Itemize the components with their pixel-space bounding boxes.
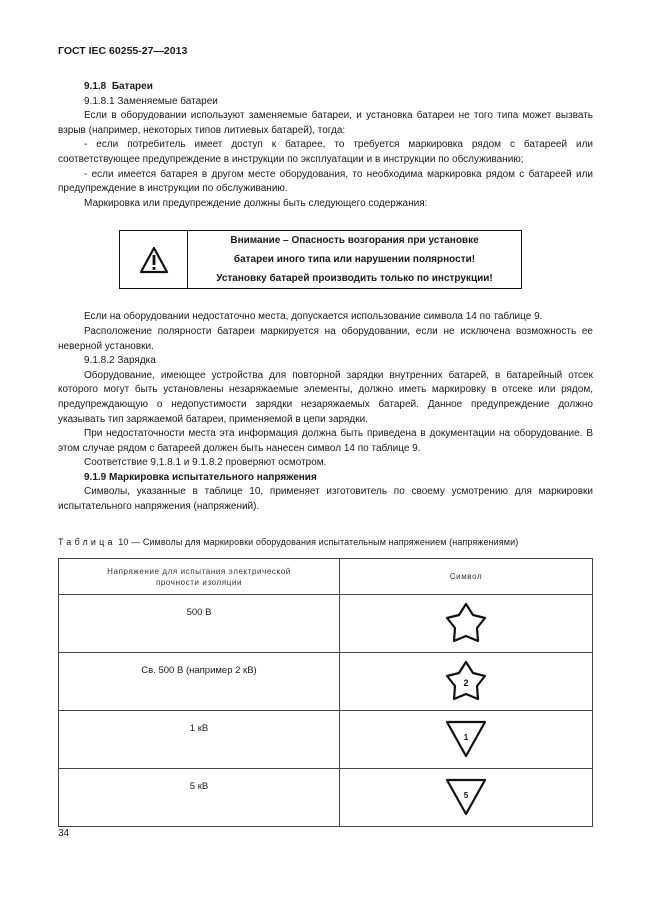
- warning-text: [188, 231, 521, 288]
- paragraph: Соответствие 9.1.8.1 и 9.1.8.2 проверяют осмотром.: [84, 457, 327, 469]
- column-header-voltage: Напряжение для испытания электрической прочности изоляции: [59, 559, 340, 595]
- paragraph: Символы, указанные в таблице 10, применяет изготовитель по своему усмотрению для маркировки испытательного напряжения (напряжений).: [58, 486, 593, 513]
- symbol-number: 1: [463, 732, 469, 742]
- warning-line: батареи иного типа или нарушении полярности!: [233, 254, 476, 266]
- warning-triangle-icon: [120, 231, 188, 288]
- paragraph: Оборудование, имеющее устройства для повторной зарядки внутренних батарей, в батарейный отсек которого могут быть установлены незаряжаемые элементы, должно иметь маркировку в отсеке или рядом, предупреждающую о недопустимости зарядки незаряжаемых батарей. Данное предупреждение должно указывать тип заряжаемой батареи, применяемой в цепи зарядки.: [58, 369, 593, 425]
- symbols-table: [58, 558, 593, 827]
- paragraph: - если имеется батарея в другом месте оборудования, то необходима маркировка рядом с батареей или предупреждение в инструкции по обслуживанию.: [58, 168, 593, 195]
- subsection-heading-charging: 9.1.8.2 Зарядка: [84, 355, 156, 367]
- symbol-cell: [340, 595, 593, 653]
- symbol-cell: [340, 769, 593, 827]
- triangle-symbol-1-icon: [444, 718, 488, 760]
- page-number: 34: [58, 828, 70, 839]
- table-caption: Таблица 10 — Символы для маркировки оборудования испытательным напряжением (напряжениями): [58, 537, 519, 547]
- paragraph: При недостаточности места эта информация должна быть приведена в документации на оборудование. В этом случае рядом с батареей должен быть нанесен символ 14 по таблице 9.: [58, 428, 593, 454]
- triangle-symbol-5-icon: [444, 776, 488, 818]
- table-row: [59, 595, 593, 653]
- warning-line: Внимание – Опасность возгорания при установке: [230, 235, 479, 247]
- paragraph: Расположение полярности батареи маркируется на оборудовании, если не исключена возможность ее неверной установки.: [58, 325, 593, 352]
- star-symbol-icon: [444, 602, 488, 644]
- table-row: [59, 711, 593, 769]
- voltage-cell: 500 В: [59, 595, 340, 653]
- section-heading: 9.1.8 Батареи: [84, 81, 153, 92]
- paragraph: Если на оборудовании недостаточно места, допускается использование символа 14 по таблице 9.: [84, 311, 543, 323]
- symbol-number: 5: [463, 790, 469, 800]
- symbol-cell: [340, 653, 593, 711]
- paragraph: Если в оборудовании используют заменяемые батареи, и установка батареи не того типа может вызвать взрыв (например, некоторых типов литиевых батарей), тогда:: [58, 110, 593, 136]
- document-body: [58, 80, 593, 515]
- voltage-cell: 1 кВ: [59, 711, 340, 769]
- section-heading: 9.1.9 Маркировка испытательного напряжения: [84, 471, 317, 483]
- symbol-cell: [340, 711, 593, 769]
- star-symbol-2-icon: [444, 660, 488, 702]
- symbol-number: 2: [463, 677, 469, 688]
- warning-box: [119, 230, 522, 289]
- table-header-row: [59, 559, 593, 595]
- table-row: [59, 653, 593, 711]
- voltage-cell: Св. 500 В (например 2 кВ): [59, 653, 340, 711]
- document-header: ГОСТ IEC 60255-27—2013: [58, 45, 188, 57]
- column-header-symbol: Символ: [340, 559, 593, 595]
- subsection-heading-replaceable: 9.1.8.1 Заменяемые батареи: [84, 95, 218, 107]
- paragraph: - если потребитель имеет доступ к батарее, то требуется маркировка рядом с батареей или соответствующее предупреждение в инструкции по эксплуатации и в инструкции по обслуживанию;: [58, 139, 593, 165]
- voltage-cell: 5 кВ: [59, 769, 340, 827]
- table-row: [59, 769, 593, 827]
- warning-line: Установку батарей производить только по инструкции!: [216, 273, 493, 285]
- paragraph: Маркировка или предупреждение должны быть следующего содержания:: [84, 197, 428, 209]
